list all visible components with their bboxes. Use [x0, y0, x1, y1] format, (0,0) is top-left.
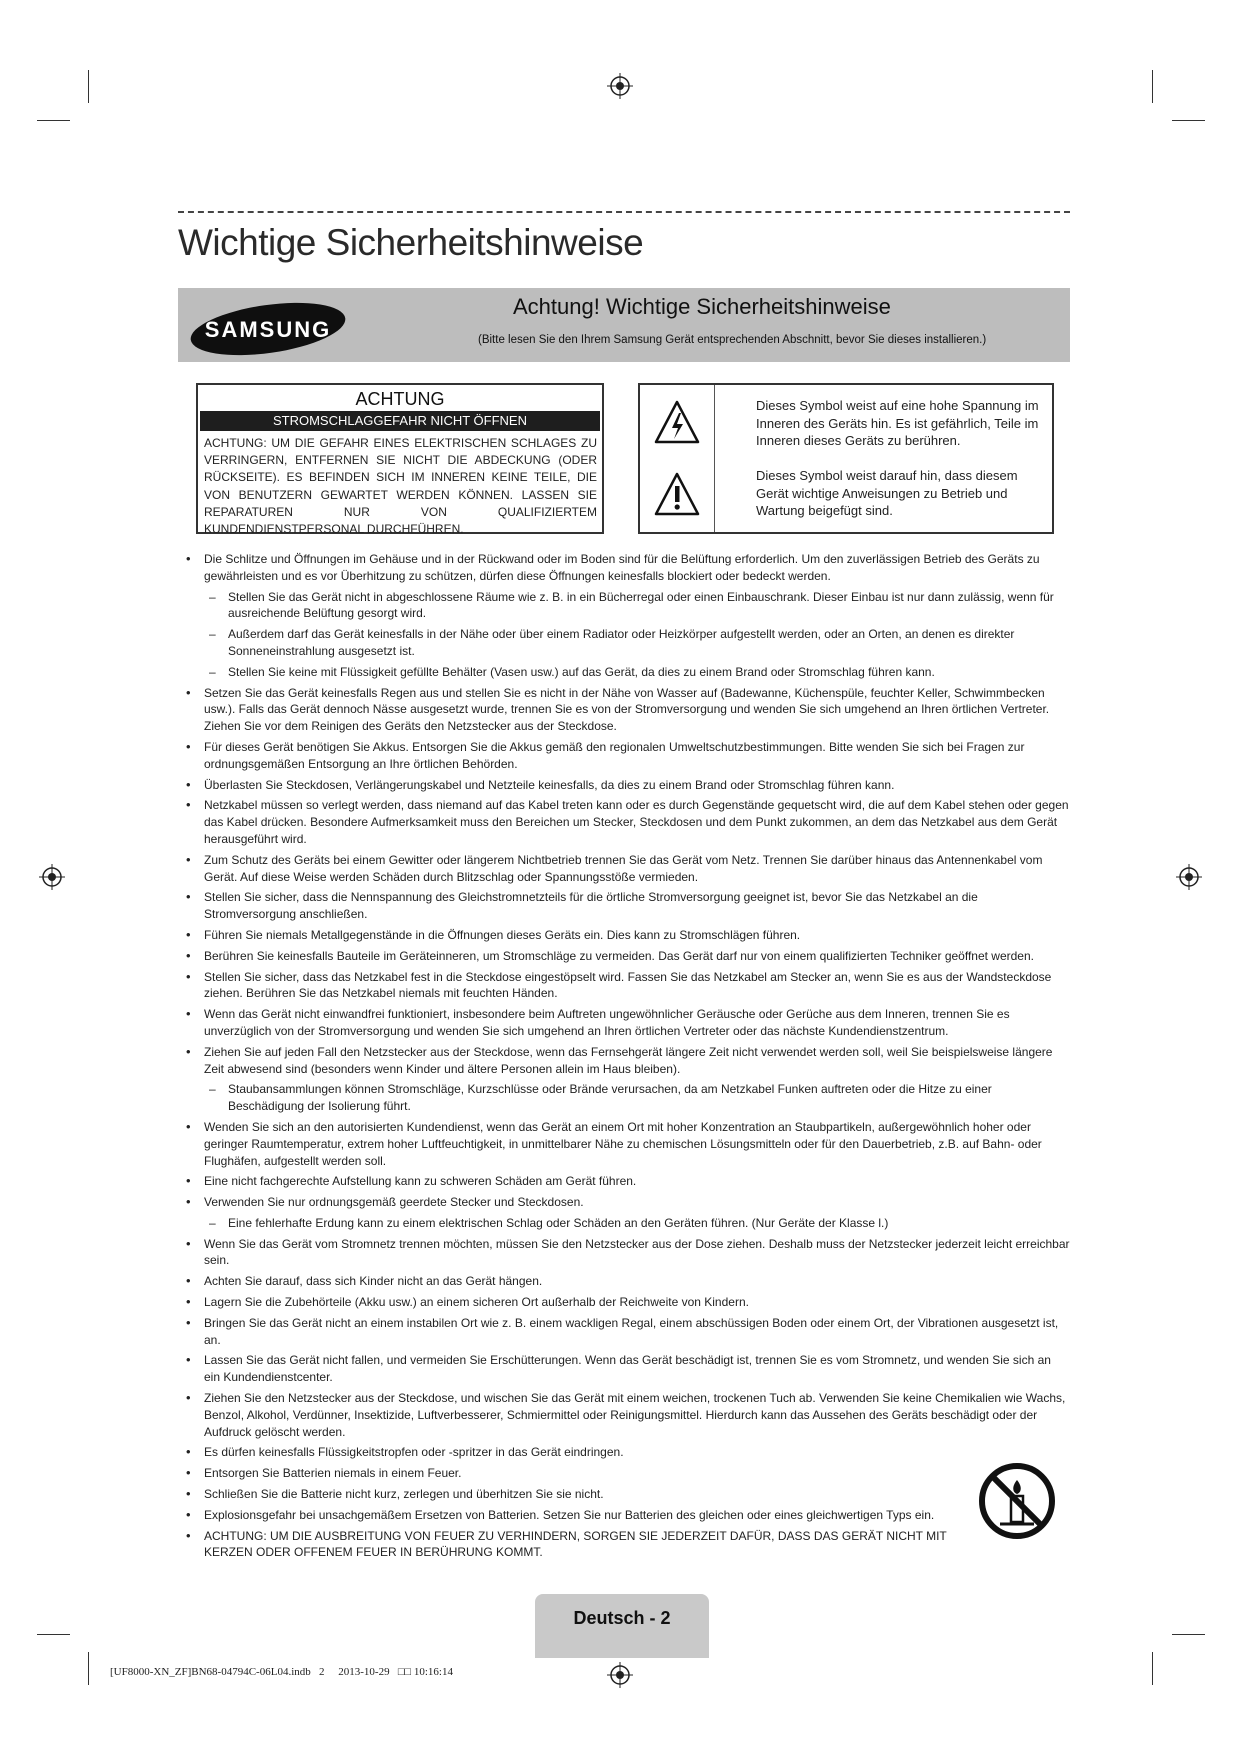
sub-list-item: – Staubansammlungen können Stromschläge, Kurzschlüsse oder Brände verursachen, da am Netzkabel Funken auftreten oder die Hitze zu einer Beschädigung der Isolierung führt.	[185, 1081, 1070, 1115]
list-item: • Lassen Sie das Gerät nicht fallen, und vermeiden Sie Erschütterungen. Wenn das Gerät beschädigt ist, trennen Sie es vom Stromnetz, und wenden Sie sich an ein Kundendienstcenter.	[185, 1352, 1070, 1386]
list-item: • Wenn das Gerät nicht einwandfrei funktioniert, insbesondere beim Auftreten ungewöhnlicher Geräusche oder Gerüche aus dem Inneren, trennen Sie es unverzüglich von der Stromversorgung und wenden Sie sich umgehend an Ihren örtlichen Vertreter oder das nächste Kundendienstzentrum.	[185, 1006, 1070, 1040]
print-footer: [UF8000-XN_ZF]BN68-04794C-06L04.indb 2 2013-10-29 □□ 10:16:14	[110, 1666, 453, 1678]
list-item: • Für dieses Gerät benötigen Sie Akkus. Entsorgen Sie die Akkus gemäß den regionalen Umweltschutzbestimmungen. Bitte wenden Sie sich bei Fragen zur ordnungsgemäßen Entsorgung an Ihre örtlichen Behörden.	[185, 739, 1070, 773]
list-item: • Setzen Sie das Gerät keinesfalls Regen aus und stellen Sie es nicht in der Nähe von Wasser auf (Badewanne, Küchenspüle, feuchter Keller, Schwimmbecken usw.). Falls das Gerät dennoch Nässe ausgesetzt wurde, trennen Sie es von der Stromversorgung und wenden Sie sich umgehend an Ihren örtlichen Vertreter. Ziehen Sie vor dem Reinigen des Geräts den Netzstecker aus der Steckdose.	[185, 685, 1070, 735]
sub-list-item: – Außerdem darf das Gerät keinesfalls in der Nähe oder über einem Radiator oder Heizkörper aufgestellt werden, oder an Orten, an denen es direkter Sonneneinstrahlung ausgesetzt ist.	[185, 626, 1070, 660]
registration-mark-icon	[607, 73, 633, 99]
list-item: • Bringen Sie das Gerät nicht an einem instabilen Ort wie z. B. einem wackligen Regal, einem abschüssigen Boden oder einem Ort, der Vibrationen ausgesetzt ist, an.	[185, 1315, 1070, 1349]
svg-text:SAMSUNG: SAMSUNG	[204, 317, 332, 342]
list-item: • Explosionsgefahr bei unsachgemäßem Ersetzen von Batterien. Setzen Sie nur Batterien des gleichen oder eines gleichwertigen Typs ein.	[185, 1507, 969, 1524]
caution-bar: STROMSCHLAGGEFAHR NICHT ÖFFNEN	[200, 411, 600, 431]
crop-mark	[1152, 70, 1153, 103]
banner-title: Achtung! Wichtige Sicherheitshinweise	[513, 294, 891, 319]
no-candle-icon	[978, 1462, 1056, 1540]
divider	[714, 385, 715, 532]
page-number-tab	[535, 1594, 709, 1658]
dashed-rule	[178, 211, 1070, 213]
list-item: • Verwenden Sie nur ordnungsgemäß geerdete Stecker und Steckdosen.	[185, 1194, 1070, 1211]
banner-subtitle: (Bitte lesen Sie den Ihrem Samsung Gerät entsprechenden Abschnitt, bevor Sie dieses installieren.)	[478, 334, 987, 346]
attention-symbol-text: Dieses Symbol weist darauf hin, dass diesem Gerät wichtige Anweisungen zu Betrieb und Wartung beigefügt sind.	[756, 468, 1018, 518]
list-item: • Lagern Sie die Zubehörteile (Akku usw.) an einem sicheren Ort außerhalb der Reichweite von Kindern.	[185, 1294, 1070, 1311]
sub-list-item: – Eine fehlerhafte Erdung kann zu einem elektrischen Schlag oder Schäden an den Geräten führen. (Nur Geräte der Klasse l.)	[185, 1215, 1070, 1232]
registration-mark-icon	[1176, 864, 1202, 890]
safety-banner	[178, 288, 1070, 362]
voltage-symbol-text: Dieses Symbol weist auf eine hohe Spannung im Inneren des Geräts hin. Es ist gefährlich, Teile im Inneren dieses Geräts zu berühren.	[756, 398, 1039, 448]
list-item: • Eine nicht fachgerechte Aufstellung kann zu schweren Schäden am Gerät führen.	[185, 1173, 1070, 1190]
sub-list-item: – Stellen Sie das Gerät nicht in abgeschlossene Räume wie z. B. in ein Bücherregal oder einen Einbauschrank. Dieser Einbau ist nur dann zulässig, wenn für ausreichende Belüftung gesorgt wird.	[185, 589, 1070, 623]
list-item: • Stellen Sie sicher, dass die Nennspannung des Gleichstromnetzteils für die örtliche Stromversorgung geeignet ist, bevor Sie das Netzkabel an die Stromversorgung anschließen.	[185, 889, 1070, 923]
crop-mark	[1172, 1634, 1205, 1635]
caution-title: ACHTUNG	[355, 389, 445, 409]
registration-mark-icon	[607, 1662, 633, 1688]
caution-box	[196, 383, 604, 537]
registration-mark-icon	[39, 864, 65, 890]
crop-mark	[88, 1652, 89, 1685]
page-label: Deutsch - 2	[573, 1608, 671, 1628]
list-item: • Zum Schutz des Geräts bei einem Gewitter oder längerem Nichtbetrieb trennen Sie das Gerät vom Netz. Trennen Sie darüber hinaus das Antennenkabel vom Gerät. Auf diese Weise werden Schäden durch Blitzschlag oder Spannungsstöße vermieden.	[185, 852, 1070, 886]
exclamation-triangle-icon	[654, 471, 700, 517]
crop-mark	[37, 120, 70, 121]
list-item: • Ziehen Sie den Netzstecker aus der Steckdose, und wischen Sie das Gerät mit einem weichen, trockenen Tuch ab. Verwenden Sie keine Chemikalien wie Wachs, Benzol, Alkohol, Verdünner, Insektizide, Luftverbesserer, Schmiermittel oder Reinigungsmittel. Hierdurch kann das Aussehen des Geräts beschädigt oder der Aufdruck gelöscht werden.	[185, 1390, 1070, 1440]
crop-mark	[1152, 1652, 1153, 1685]
crop-mark	[37, 1634, 70, 1635]
list-item: • Die Schlitze und Öffnungen im Gehäuse und in der Rückwand oder im Boden sind für die Belüftung erforderlich. Um den zuverlässigen Betrieb des Geräts zu gewährleisten und es vor Überhitzung zu schützen, dürfen diese Öffnungen keinesfalls blockiert oder bedeckt werden.	[185, 551, 1070, 585]
list-item: • Berühren Sie keinesfalls Bauteile im Geräteinneren, um Stromschläge zu vermeiden. Das Gerät darf nur von einem qualifizierten Techniker geöffnet werden.	[185, 948, 1070, 965]
list-item: • Netzkabel müssen so verlegt werden, dass niemand auf das Kabel treten kann oder es durch Gegenstände gequetscht wird, die auf dem Kabel stehen oder gegen das Kabel drücken. Besondere Aufmerksamkeit muss den Bereichen um Stecker, Steckdosen und dem Punkt zukommen, an dem das Netzkabel aus dem Gerät herausgeführt wird.	[185, 797, 1070, 847]
list-item: • Führen Sie niemals Metallgegenstände in die Öffnungen dieses Geräts ein. Dies kann zu Stromschlägen führen.	[185, 927, 1070, 944]
caution-text: ACHTUNG: UM DIE GEFAHR EINES ELEKTRISCHEN SCHLAGES ZU VERRINGERN, ENTFERNEN SIE NICHT DIE ABDECKUNG (ODER RÜCKSEITE). ES BEFINDEN SICH IM INNEREN KEINE TEILE, DIE VON BENUTZERN GEWARTET WERDEN KÖNNEN. LASSEN SIE REPARATUREN NUR VON QUALIFIZIERTEM KUNDENDIENSTPERSONAL DURCHFÜHREN.	[204, 436, 597, 537]
list-item: • Ziehen Sie auf jeden Fall den Netzstecker aus der Steckdose, wenn das Fernsehgerät längere Zeit nicht verwendet werden soll, weil Sie beispielsweise längere Zeit abwesend sind (besonders wenn Kinder und ältere Personen allein im Haus bleiben).	[185, 1044, 1070, 1078]
list-item: • Wenden Sie sich an den autorisierten Kundendienst, wenn das Gerät an einem Ort mit hoher Konzentration an Staubpartikeln, außergewöhnlich hoher oder geringer Raumtemperatur, extrem hoher Luftfeuchtigkeit, in unmittelbarer Nähe zu chemischen Lösungsmitteln oder für den Dauerbetrieb, z.B. auf Bahn- oder Flughäfen, aufgestellt werden soll.	[185, 1119, 1070, 1169]
list-item: • Wenn Sie das Gerät vom Stromnetz trennen möchten, müssen Sie den Netzstecker aus der Dose ziehen. Deshalb muss der Netzstecker jederzeit leicht erreichbar sein.	[185, 1236, 1070, 1270]
crop-mark	[1172, 120, 1205, 121]
page-title: Wichtige Sicherheitshinweise	[178, 222, 644, 263]
list-item: • Es dürfen keinesfalls Flüssigkeitstropfen oder -spritzer in das Gerät eindringen.	[185, 1444, 1070, 1461]
crop-mark	[88, 70, 89, 103]
list-item: • Stellen Sie sicher, dass das Netzkabel fest in die Steckdose eingestöpselt wird. Fassen Sie das Netzkabel am Stecker an, wenn Sie es aus der Wandsteckdose ziehen. Berühren Sie das Netzkabel niemals mit feuchten Händen.	[185, 969, 1070, 1003]
samsung-logo	[188, 300, 348, 358]
lightning-triangle-icon	[654, 399, 700, 445]
list-item: • Schließen Sie die Batterie nicht kurz, zerlegen und überhitzen Sie sie nicht.	[185, 1486, 1070, 1503]
safety-instructions-list	[185, 551, 1070, 1565]
list-item: • Überlasten Sie Steckdosen, Verlängerungskabel und Netzteile keinesfalls, da dies zu einem Brand oder Stromschlag führen kann.	[185, 777, 1070, 794]
sub-list-item: – Stellen Sie keine mit Flüssigkeit gefüllte Behälter (Vasen usw.) auf das Gerät, da dies zu einem Brand oder Stromschlag führen kann.	[185, 664, 1070, 681]
list-item: • Achten Sie darauf, dass sich Kinder nicht an das Gerät hängen.	[185, 1273, 1070, 1290]
list-item: • Entsorgen Sie Batterien niemals in einem Feuer.	[185, 1465, 1070, 1482]
symbol-explanation-box	[638, 383, 1054, 534]
list-item: • ACHTUNG: UM DIE AUSBREITUNG VON FEUER ZU VERHINDERN, SORGEN SIE JEDERZEIT DAFÜR, DASS DAS GERÄT NICHT MIT KERZEN ODER OFFENEM FEUER IN BERÜHRUNG KOMMT.	[185, 1528, 969, 1562]
